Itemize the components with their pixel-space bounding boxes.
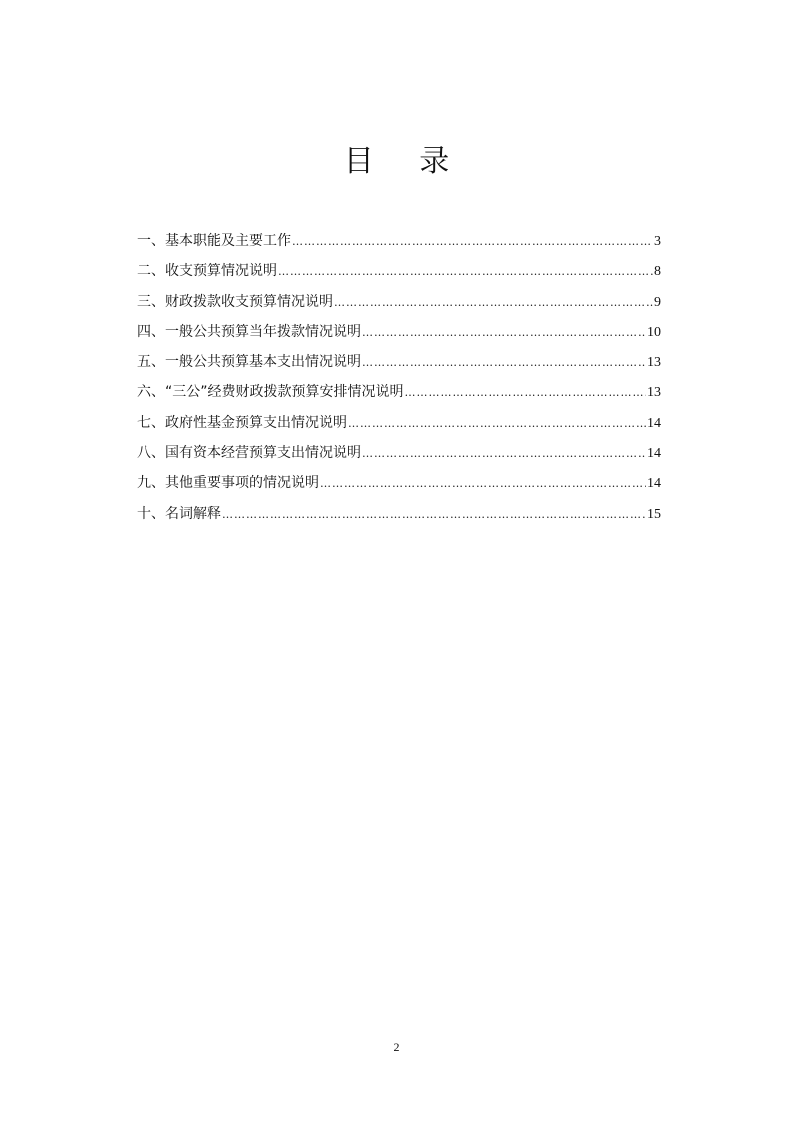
page-number: 2 [393, 1040, 400, 1054]
toc-leader-dots [222, 500, 646, 530]
toc-item[interactable] [137, 408, 661, 438]
toc-item-label: 八、国有资本经营预算支出情况说明 [137, 445, 361, 462]
toc-item-label: 七、政府性基金预算支出情况说明 [137, 414, 347, 431]
toc-leader-dots [320, 469, 646, 499]
toc-item-page: 15 [647, 506, 661, 522]
toc-leader-dots [362, 348, 646, 378]
toc-item[interactable] [137, 468, 661, 498]
toc-item-page: 14 [647, 446, 661, 462]
toc-item[interactable] [137, 347, 661, 377]
toc-item-page: 14 [647, 476, 661, 492]
toc-item[interactable] [137, 377, 661, 407]
table-of-contents [137, 226, 661, 529]
toc-item-page: 13 [647, 355, 661, 371]
toc-leader-dots [362, 439, 646, 469]
toc-item-page: 3 [654, 234, 661, 249]
toc-item-label: 一、基本职能及主要工作 [137, 233, 291, 249]
toc-item-label: 十、名词解释 [137, 505, 221, 522]
toc-leader-dots [334, 288, 653, 318]
toc-item-page: 14 [647, 415, 661, 431]
toc-item-label: 九、其他重要事项的情况说明 [137, 475, 319, 492]
toc-item-label: 六、“三公”经费财政拨款预算安排情况说明 [137, 384, 404, 401]
toc-leader-dots [292, 227, 653, 257]
toc-item-page: 8 [654, 264, 661, 280]
toc-item-label: 四、一般公共预算当年拨款情况说明 [137, 323, 361, 340]
toc-item[interactable] [137, 287, 661, 317]
toc-item-label: 三、财政拨款收支预算情况说明 [137, 293, 333, 310]
toc-leader-dots [405, 378, 646, 408]
toc-item-page: 10 [647, 324, 661, 340]
toc-item-page: 13 [647, 385, 661, 401]
toc-item[interactable] [137, 317, 661, 347]
toc-item[interactable] [137, 499, 661, 529]
toc-item-label: 二、收支预算情况说明 [137, 263, 277, 280]
page-title: 目 录 [343, 144, 468, 179]
toc-item[interactable] [137, 256, 661, 286]
toc-leader-dots [362, 318, 646, 348]
toc-leader-dots [278, 257, 653, 287]
toc-item-label: 五、一般公共预算基本支出情况说明 [137, 354, 361, 371]
toc-item[interactable] [137, 226, 661, 256]
toc-leader-dots [348, 409, 646, 439]
toc-item-page: 9 [654, 294, 661, 310]
toc-item[interactable] [137, 438, 661, 468]
